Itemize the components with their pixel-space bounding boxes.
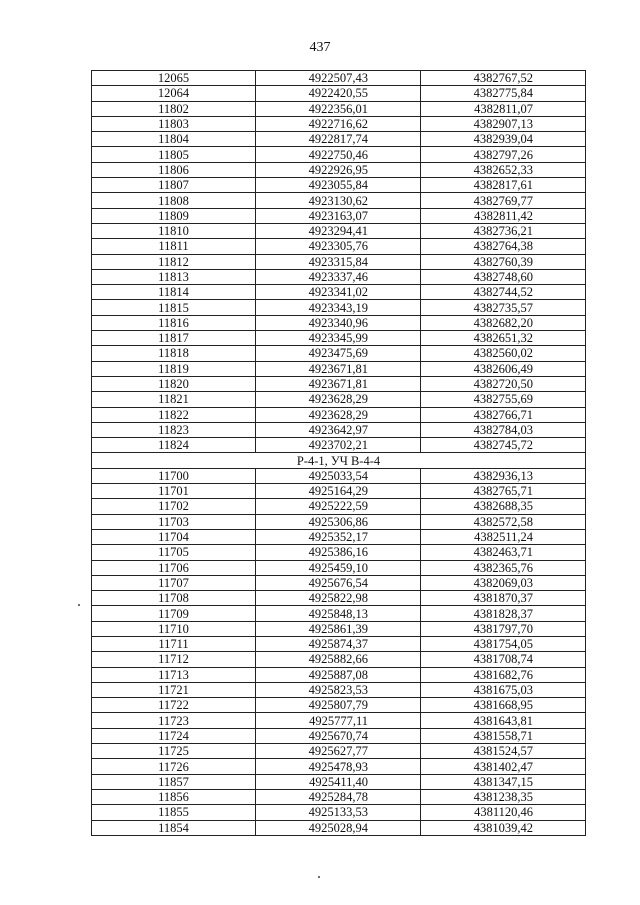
point-id-cell: 11721 xyxy=(92,682,256,697)
point-id-cell: 11857 xyxy=(92,774,256,789)
y-coordinate-cell: 4382775,84 xyxy=(421,86,586,101)
point-id-cell: 12064 xyxy=(92,86,256,101)
x-coordinate-cell: 4923345,99 xyxy=(256,331,421,346)
table-row xyxy=(92,132,586,147)
y-coordinate-cell: 4381039,42 xyxy=(421,820,586,835)
point-id-cell: 11823 xyxy=(92,422,256,437)
table-row xyxy=(92,606,586,621)
point-id-cell: 11702 xyxy=(92,499,256,514)
table-row xyxy=(92,759,586,774)
y-coordinate-cell: 4382720,50 xyxy=(421,376,586,391)
table-row xyxy=(92,545,586,560)
table-row xyxy=(92,71,586,86)
y-coordinate-cell: 4382688,35 xyxy=(421,499,586,514)
point-id-cell: 11724 xyxy=(92,728,256,743)
x-coordinate-cell: 4925133,53 xyxy=(256,805,421,820)
point-id-cell: 11725 xyxy=(92,744,256,759)
y-coordinate-cell: 4382767,52 xyxy=(421,71,586,86)
y-coordinate-cell: 4381347,15 xyxy=(421,774,586,789)
table-row xyxy=(92,208,586,223)
y-coordinate-cell: 4382769,77 xyxy=(421,193,586,208)
point-id-cell: 11712 xyxy=(92,652,256,667)
y-coordinate-cell: 4381402,47 xyxy=(421,759,586,774)
y-coordinate-cell: 4382755,69 xyxy=(421,392,586,407)
x-coordinate-cell: 4925284,78 xyxy=(256,789,421,804)
point-id-cell: 11804 xyxy=(92,132,256,147)
x-coordinate-cell: 4925807,79 xyxy=(256,698,421,713)
x-coordinate-cell: 4923055,84 xyxy=(256,178,421,193)
point-id-cell: 11811 xyxy=(92,239,256,254)
x-coordinate-cell: 4922507,43 xyxy=(256,71,421,86)
point-id-cell: 11813 xyxy=(92,269,256,284)
coordinates-table xyxy=(91,70,586,836)
table-row xyxy=(92,116,586,131)
point-id-cell: 11818 xyxy=(92,346,256,361)
table-row xyxy=(92,529,586,544)
x-coordinate-cell: 4925478,93 xyxy=(256,759,421,774)
y-coordinate-cell: 4381682,76 xyxy=(421,667,586,682)
table-row xyxy=(92,331,586,346)
y-coordinate-cell: 4382606,49 xyxy=(421,361,586,376)
point-id-cell: 11708 xyxy=(92,591,256,606)
table-row xyxy=(92,820,586,835)
point-id-cell: 11802 xyxy=(92,101,256,116)
x-coordinate-cell: 4923341,02 xyxy=(256,285,421,300)
table-row xyxy=(92,346,586,361)
x-coordinate-cell: 4923642,97 xyxy=(256,422,421,437)
x-coordinate-cell: 4923702,21 xyxy=(256,438,421,453)
point-id-cell: 11807 xyxy=(92,178,256,193)
x-coordinate-cell: 4922750,46 xyxy=(256,147,421,162)
y-coordinate-cell: 4382745,72 xyxy=(421,438,586,453)
table-row xyxy=(92,667,586,682)
point-id-cell: 11809 xyxy=(92,208,256,223)
x-coordinate-cell: 4925823,53 xyxy=(256,682,421,697)
table-row xyxy=(92,407,586,422)
point-id-cell: 11856 xyxy=(92,789,256,804)
x-coordinate-cell: 4925874,37 xyxy=(256,636,421,651)
y-coordinate-cell: 4381524,57 xyxy=(421,744,586,759)
point-id-cell: 11821 xyxy=(92,392,256,407)
table-row xyxy=(92,744,586,759)
table-row xyxy=(92,636,586,651)
x-coordinate-cell: 4925861,39 xyxy=(256,621,421,636)
x-coordinate-cell: 4925352,17 xyxy=(256,529,421,544)
table-row xyxy=(92,560,586,575)
x-coordinate-cell: 4922926,95 xyxy=(256,162,421,177)
point-id-cell: 11701 xyxy=(92,484,256,499)
point-id-cell: 11700 xyxy=(92,468,256,483)
y-coordinate-cell: 4382817,61 xyxy=(421,178,586,193)
y-coordinate-cell: 4381754,05 xyxy=(421,636,586,651)
x-coordinate-cell: 4925306,86 xyxy=(256,514,421,529)
y-coordinate-cell: 4382811,42 xyxy=(421,208,586,223)
table-row xyxy=(92,223,586,238)
table-row xyxy=(92,789,586,804)
point-id-cell: 11707 xyxy=(92,575,256,590)
point-id-cell: 11855 xyxy=(92,805,256,820)
x-coordinate-cell: 4925670,74 xyxy=(256,728,421,743)
scan-speck xyxy=(318,876,320,878)
table-row xyxy=(92,178,586,193)
table-row xyxy=(92,499,586,514)
point-id-cell: 11810 xyxy=(92,223,256,238)
y-coordinate-cell: 4382511,24 xyxy=(421,529,586,544)
x-coordinate-cell: 4923294,41 xyxy=(256,223,421,238)
y-coordinate-cell: 4382651,32 xyxy=(421,331,586,346)
table-row xyxy=(92,361,586,376)
x-coordinate-cell: 4923130,62 xyxy=(256,193,421,208)
point-id-cell: 12065 xyxy=(92,71,256,86)
point-id-cell: 11722 xyxy=(92,698,256,713)
section-header: Р-4-1, УЧ В-4-4 xyxy=(92,453,586,468)
coordinates-table-body xyxy=(92,71,586,836)
y-coordinate-cell: 4382572,58 xyxy=(421,514,586,529)
point-id-cell: 11822 xyxy=(92,407,256,422)
y-coordinate-cell: 4381238,35 xyxy=(421,789,586,804)
table-row xyxy=(92,254,586,269)
point-id-cell: 11726 xyxy=(92,759,256,774)
x-coordinate-cell: 4925676,54 xyxy=(256,575,421,590)
table-row xyxy=(92,728,586,743)
table-row xyxy=(92,438,586,453)
point-id-cell: 11704 xyxy=(92,529,256,544)
x-coordinate-cell: 4925164,29 xyxy=(256,484,421,499)
y-coordinate-cell: 4382760,39 xyxy=(421,254,586,269)
table-row xyxy=(92,147,586,162)
point-id-cell: 11710 xyxy=(92,621,256,636)
y-coordinate-cell: 4382736,21 xyxy=(421,223,586,238)
table-row xyxy=(92,239,586,254)
x-coordinate-cell: 4923337,46 xyxy=(256,269,421,284)
x-coordinate-cell: 4925882,66 xyxy=(256,652,421,667)
page-number: 437 xyxy=(309,40,331,55)
point-id-cell: 11817 xyxy=(92,331,256,346)
y-coordinate-cell: 4382939,04 xyxy=(421,132,586,147)
x-coordinate-cell: 4923671,81 xyxy=(256,376,421,391)
x-coordinate-cell: 4923628,29 xyxy=(256,392,421,407)
y-coordinate-cell: 4382936,13 xyxy=(421,468,586,483)
point-id-cell: 11814 xyxy=(92,285,256,300)
section-header-row xyxy=(92,453,586,468)
x-coordinate-cell: 4925386,16 xyxy=(256,545,421,560)
y-coordinate-cell: 4381668,95 xyxy=(421,698,586,713)
x-coordinate-cell: 4925222,59 xyxy=(256,499,421,514)
point-id-cell: 11854 xyxy=(92,820,256,835)
point-id-cell: 11815 xyxy=(92,300,256,315)
point-id-cell: 11812 xyxy=(92,254,256,269)
table-row xyxy=(92,285,586,300)
point-id-cell: 11819 xyxy=(92,361,256,376)
x-coordinate-cell: 4923163,07 xyxy=(256,208,421,223)
point-id-cell: 11820 xyxy=(92,376,256,391)
x-coordinate-cell: 4925848,13 xyxy=(256,606,421,621)
y-coordinate-cell: 4381558,71 xyxy=(421,728,586,743)
y-coordinate-cell: 4382652,33 xyxy=(421,162,586,177)
x-coordinate-cell: 4925411,40 xyxy=(256,774,421,789)
x-coordinate-cell: 4923305,76 xyxy=(256,239,421,254)
point-id-cell: 11723 xyxy=(92,713,256,728)
x-coordinate-cell: 4925459,10 xyxy=(256,560,421,575)
table-row xyxy=(92,376,586,391)
y-coordinate-cell: 4382907,13 xyxy=(421,116,586,131)
table-row xyxy=(92,422,586,437)
y-coordinate-cell: 4381675,03 xyxy=(421,682,586,697)
y-coordinate-cell: 4381828,37 xyxy=(421,606,586,621)
table-row xyxy=(92,682,586,697)
point-id-cell: 11803 xyxy=(92,116,256,131)
point-id-cell: 11816 xyxy=(92,315,256,330)
x-coordinate-cell: 4923343,19 xyxy=(256,300,421,315)
x-coordinate-cell: 4925028,94 xyxy=(256,820,421,835)
point-id-cell: 11706 xyxy=(92,560,256,575)
table-row xyxy=(92,514,586,529)
y-coordinate-cell: 4381643,81 xyxy=(421,713,586,728)
y-coordinate-cell: 4381797,70 xyxy=(421,621,586,636)
y-coordinate-cell: 4381120,46 xyxy=(421,805,586,820)
y-coordinate-cell: 4382744,52 xyxy=(421,285,586,300)
scan-speck xyxy=(78,604,80,606)
x-coordinate-cell: 4925887,08 xyxy=(256,667,421,682)
table-row xyxy=(92,652,586,667)
x-coordinate-cell: 4922356,01 xyxy=(256,101,421,116)
y-coordinate-cell: 4382365,76 xyxy=(421,560,586,575)
y-coordinate-cell: 4381708,74 xyxy=(421,652,586,667)
x-coordinate-cell: 4925627,77 xyxy=(256,744,421,759)
table-row xyxy=(92,805,586,820)
table-row xyxy=(92,591,586,606)
point-id-cell: 11711 xyxy=(92,636,256,651)
point-id-cell: 11824 xyxy=(92,438,256,453)
table-row xyxy=(92,774,586,789)
y-coordinate-cell: 4382682,20 xyxy=(421,315,586,330)
point-id-cell: 11806 xyxy=(92,162,256,177)
point-id-cell: 11805 xyxy=(92,147,256,162)
point-id-cell: 11703 xyxy=(92,514,256,529)
point-id-cell: 11713 xyxy=(92,667,256,682)
table-row xyxy=(92,193,586,208)
table-row xyxy=(92,300,586,315)
point-id-cell: 11709 xyxy=(92,606,256,621)
table-row xyxy=(92,713,586,728)
point-id-cell: 11808 xyxy=(92,193,256,208)
y-coordinate-cell: 4382735,57 xyxy=(421,300,586,315)
table-row xyxy=(92,269,586,284)
y-coordinate-cell: 4382765,71 xyxy=(421,484,586,499)
y-coordinate-cell: 4382797,26 xyxy=(421,147,586,162)
x-coordinate-cell: 4923475,69 xyxy=(256,346,421,361)
table-row xyxy=(92,392,586,407)
y-coordinate-cell: 4382069,03 xyxy=(421,575,586,590)
y-coordinate-cell: 4382560,02 xyxy=(421,346,586,361)
table-row xyxy=(92,698,586,713)
y-coordinate-cell: 4382784,03 xyxy=(421,422,586,437)
x-coordinate-cell: 4925822,98 xyxy=(256,591,421,606)
point-id-cell: 11705 xyxy=(92,545,256,560)
x-coordinate-cell: 4922716,62 xyxy=(256,116,421,131)
y-coordinate-cell: 4381870,37 xyxy=(421,591,586,606)
x-coordinate-cell: 4925777,11 xyxy=(256,713,421,728)
x-coordinate-cell: 4922420,55 xyxy=(256,86,421,101)
x-coordinate-cell: 4923671,81 xyxy=(256,361,421,376)
x-coordinate-cell: 4925033,54 xyxy=(256,468,421,483)
table-row xyxy=(92,162,586,177)
x-coordinate-cell: 4922817,74 xyxy=(256,132,421,147)
table-row xyxy=(92,101,586,116)
table-row xyxy=(92,315,586,330)
x-coordinate-cell: 4923628,29 xyxy=(256,407,421,422)
y-coordinate-cell: 4382463,71 xyxy=(421,545,586,560)
table-row xyxy=(92,484,586,499)
table-row xyxy=(92,621,586,636)
y-coordinate-cell: 4382811,07 xyxy=(421,101,586,116)
table-row xyxy=(92,468,586,483)
x-coordinate-cell: 4923340,96 xyxy=(256,315,421,330)
y-coordinate-cell: 4382748,60 xyxy=(421,269,586,284)
y-coordinate-cell: 4382764,38 xyxy=(421,239,586,254)
table-row xyxy=(92,86,586,101)
table-row xyxy=(92,575,586,590)
x-coordinate-cell: 4923315,84 xyxy=(256,254,421,269)
y-coordinate-cell: 4382766,71 xyxy=(421,407,586,422)
